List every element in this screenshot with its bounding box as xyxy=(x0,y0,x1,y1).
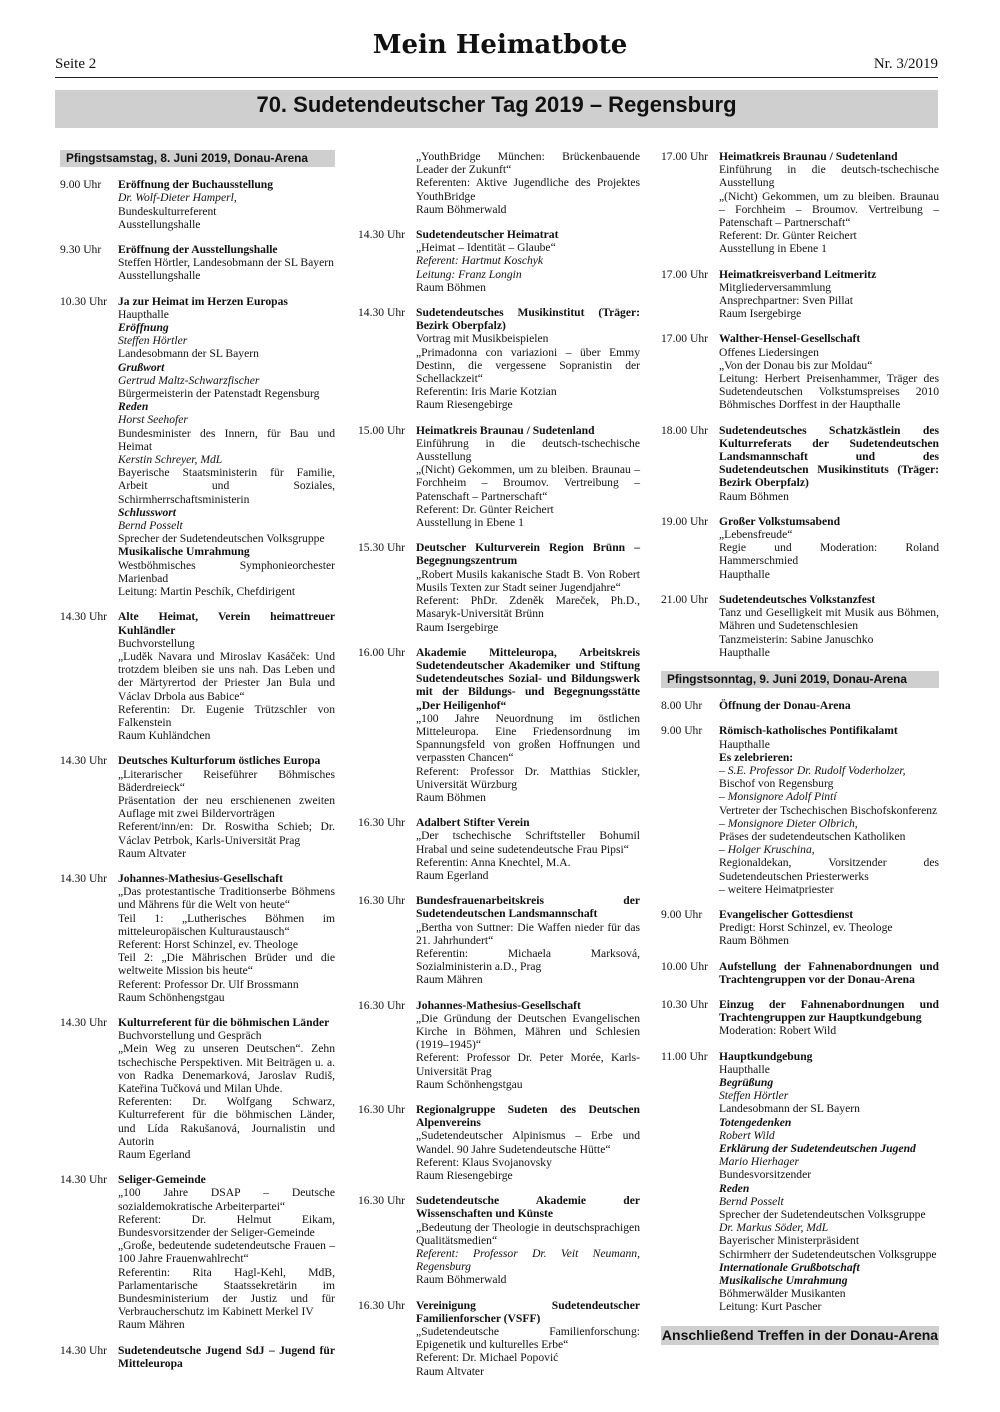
entry-time: 16.30 Uhr xyxy=(358,1298,406,1312)
title-banner xyxy=(55,90,938,128)
entry-time: 9.00 Uhr xyxy=(661,907,703,921)
entry-line: Haupthalle xyxy=(118,307,169,321)
entry-title: Sudetendeutsches Volkstanzfest xyxy=(719,592,876,606)
entry-title: Regionalgruppe Sudeten des Deutschen Alpenvereins xyxy=(416,1103,640,1130)
program-entry xyxy=(661,515,939,581)
entry-line: Leitung: Martin Peschík, Chefdirigent xyxy=(118,585,296,599)
entry-details xyxy=(719,332,939,411)
program-entry xyxy=(60,1016,335,1161)
entry-line: Bayerischer Ministerpräsident xyxy=(719,1234,860,1248)
entry-time: 10.30 Uhr xyxy=(60,294,108,308)
entry-line: Reden xyxy=(118,400,149,414)
entry-line: Böhmerwälder Musikanten xyxy=(719,1287,846,1301)
entry-line: Landesobmann der SL Bayern xyxy=(118,347,259,361)
entry-line: Steffen Hörtler, Landesobmann der SL Bayern xyxy=(118,256,334,270)
entry-line: Raum Böhmen xyxy=(416,790,486,804)
program-entry xyxy=(358,894,640,986)
entry-time: 14.30 Uhr xyxy=(60,1343,108,1357)
entry-line: „Das protestantische Traditionserbe Böhmens und Mährens für die Welt von heute“ xyxy=(118,885,335,912)
entry-title: Johannes-Mathesius-Gesellschaft xyxy=(416,998,581,1012)
entry-line: – weitere Heimatpriester xyxy=(719,882,834,896)
program-entry xyxy=(60,295,335,599)
entry-line: „Primadonna con variazioni – über Emmy Destinn, die vergessene Sopranistin der Schellackzeit“ xyxy=(416,345,640,386)
entry-line: Leitung: Franz Longin xyxy=(416,267,522,281)
entry-details xyxy=(416,894,640,986)
entry-line: „Luděk Navara und Miroslav Kasáček: Und trotzdem bleiben sie uns nah. Das Leben und der Märtyrertod der Priester Jan Bula und Václav Drbola aus Babice“ xyxy=(118,649,335,703)
entry-line: Raum Böhmen xyxy=(719,489,789,503)
entry-line: Bundeskulturreferent xyxy=(118,204,217,218)
entry-line: Raum Riesengebirge xyxy=(416,398,513,412)
entry-line: Referent: Dr. Günter Reichert xyxy=(416,502,554,516)
program-entry xyxy=(358,1103,640,1182)
entry-line: Schlusswort xyxy=(118,505,176,519)
entry-line: Es zelebrieren: xyxy=(719,750,794,764)
entry-time: 14.30 Uhr xyxy=(60,754,108,768)
entry-title: Sudetendeutsche Jugend SdJ – Jugend für Mitteleuropa xyxy=(118,1343,335,1370)
program-entry xyxy=(661,332,939,411)
entry-line: Ausstellungshalle xyxy=(118,217,201,231)
entry-line: Regie und Moderation: Roland Hammerschmied xyxy=(719,541,939,568)
entry-details xyxy=(719,960,939,986)
entry-title: Öffnung der Donau-Arena xyxy=(719,699,851,713)
entry-title: Vereinigung Sudetendeutscher Familienforscher (VSFF) xyxy=(416,1298,640,1325)
entry-line: Referent: Professor Dr. Peter Morée, Karls-Universität Prag xyxy=(416,1051,640,1078)
entry-details xyxy=(416,150,640,216)
entry-line: Haupthalle xyxy=(719,1062,770,1076)
entry-line: „Die Gründung der Deutschen Evangelischen Kirche in Böhmen, Mähren und Schlesien (1919–1945)“ xyxy=(416,1011,640,1052)
program-entry xyxy=(60,610,335,742)
entry-line: Referent: Professor Dr. Matthias Stickler, Universität Würzburg xyxy=(416,764,640,791)
entry-line: Raum Böhmerwald xyxy=(416,202,507,216)
entry-time: 14.30 Uhr xyxy=(358,228,406,242)
entry-time: 16.30 Uhr xyxy=(358,1103,406,1116)
entry-line: Raum Riesengebirge xyxy=(416,1169,513,1183)
entry-line: Referent: PhDr. Zdeněk Mareček, Ph.D., Masaryk-Universität Brünn xyxy=(416,594,640,621)
entry-details xyxy=(118,1173,335,1331)
entry-title: Ja zur Heimat im Herzen Europas xyxy=(118,294,288,308)
entry-title: Sudetendeutsche Akademie der Wissenschaften und Künste xyxy=(416,1194,640,1221)
entry-line: „Große, bedeutende sudetendeutsche Frauen – 100 Jahre Frauenwahlrecht“ xyxy=(118,1239,335,1266)
entry-line: „Robert Musils kakanische Stadt B. Von Robert Musils Texten zur Stadt seiner Jugendjahre“ xyxy=(416,567,640,594)
entry-details xyxy=(118,243,335,283)
entry-line: Referentin: Dr. Eugenie Trützschler von Falkenstein xyxy=(118,702,335,729)
entry-line: Sprecher der Sudetendeutschen Volksgruppe xyxy=(118,532,325,546)
program-entry xyxy=(661,960,939,986)
program-entry xyxy=(358,228,640,294)
entry-line: Raum Böhmen xyxy=(719,934,789,948)
entry-line: Haupthalle xyxy=(719,645,770,659)
program-entry xyxy=(60,754,335,860)
program-entry xyxy=(661,150,939,256)
entry-title: Johannes-Mathesius-Gesellschaft xyxy=(118,871,283,885)
entry-time: 9.30 Uhr xyxy=(60,243,102,257)
entry-line: Grußwort xyxy=(118,360,165,374)
entry-title: Deutsches Kulturforum östliches Europa xyxy=(118,754,321,768)
entry-line: Raum Egerland xyxy=(416,868,489,882)
program-entry xyxy=(661,908,939,948)
entry-line: Robert Wild xyxy=(719,1128,775,1142)
entry-line: Mario Hierhager xyxy=(719,1155,799,1169)
entry-title: Sudetendeutsches Musikinstitut (Träger: Bezirk Oberpfalz) xyxy=(416,306,640,333)
entry-line: Teil 1: „Lutherisches Böhmen im mitteleuropäischen Kulturaustausch“ xyxy=(118,911,335,938)
entry-line: Dr. Markus Söder, MdL xyxy=(719,1221,829,1235)
header-rule xyxy=(55,77,938,78)
entry-line: Referenten: Dr. Wolfgang Schwarz, Kulturreferent für die böhmischen Länder, und Lída Rakušanová, Journalistin und Autorin xyxy=(118,1095,335,1148)
entry-details xyxy=(416,816,640,882)
entry-line: „YouthBridge München: Brückenbauende Leader der Zukunft“ xyxy=(416,150,640,177)
entry-line: – Monsignore Adolf Pintí xyxy=(719,790,837,804)
entry-line: Präses der sudetendeutschen Katholiken xyxy=(719,829,906,843)
entry-details xyxy=(416,1299,640,1378)
entry-title: Seliger-Gemeinde xyxy=(118,1173,206,1187)
entry-details xyxy=(416,646,640,804)
entry-line: Raum Mähren xyxy=(416,973,483,987)
entry-details xyxy=(118,872,335,1004)
program-entry xyxy=(661,699,939,712)
entry-details xyxy=(719,699,939,712)
entry-title: Römisch-katholisches Pontifikalamt xyxy=(719,724,898,738)
program-entry xyxy=(358,816,640,882)
entry-line: Ansprechpartner: Sven Pillat xyxy=(719,294,853,308)
column-2 xyxy=(358,150,640,1390)
entry-line: Einführung in die deutsch-tschechische Ausstellung xyxy=(719,163,939,190)
entry-details xyxy=(719,268,939,321)
entry-line: Bürgermeisterin der Patenstadt Regensburg xyxy=(118,387,320,401)
entry-time: 16.30 Uhr xyxy=(358,1194,406,1208)
entry-details xyxy=(719,593,939,659)
entry-line: Sprecher der Sudetendeutschen Volksgruppe xyxy=(719,1208,926,1222)
entry-line: Referent: Horst Schinzel, ev. Theologe xyxy=(118,937,298,951)
entry-details xyxy=(118,178,335,231)
entry-line: „(Nicht) Gekommen, um zu bleiben. Braunau – Forchheim – Broumov. Vertreibung – Patenschaft – Partnerschaft“ xyxy=(719,189,939,230)
entry-details xyxy=(118,1344,335,1370)
entry-line: Totengedenken xyxy=(719,1115,792,1129)
program-entry xyxy=(661,1050,939,1314)
entry-time: 16.30 Uhr xyxy=(358,816,406,830)
entry-details xyxy=(719,515,939,581)
entry-time: 14.30 Uhr xyxy=(358,306,406,320)
entry-line: Leitung: Herbert Preisenhammer, Träger des Sudetendeutschen Volkstumspreises 2010 Böhmisches Dorffest in der Haupthalle xyxy=(719,372,939,412)
program-entry xyxy=(358,999,640,1091)
entry-line: Regionaldekan, Vorsitzender des Sudetendeutschen Priesterwerks xyxy=(719,856,939,883)
entry-line: Musikalische Umrahmung xyxy=(719,1274,848,1288)
entry-details xyxy=(118,754,335,860)
entry-line: Raum Altvater xyxy=(118,846,186,860)
entry-time: 17.00 Uhr xyxy=(661,267,709,281)
entry-line: „Sudetendeutsche Familienforschung: Epigenetik und kulturelles Erbe“ xyxy=(416,1325,640,1352)
entry-line: Raum Isergebirge xyxy=(719,307,802,321)
entry-line: Tanzmeisterin: Sabine Januschko xyxy=(719,632,874,646)
entry-line: Raum Altvater xyxy=(416,1364,484,1378)
entry-line: Haupthalle xyxy=(719,567,770,581)
program-entry xyxy=(60,243,335,283)
column-3 xyxy=(661,150,939,1345)
entry-details xyxy=(118,295,335,599)
entry-line: „Mein Weg zu unseren Deutschen“. Zehn tschechische Perspektiven. Mit Beiträgen u. a. von Radka Denemarková, Jaroslav Rudiš, Kateřina Tučková und Milan Uhde. xyxy=(118,1042,335,1095)
entry-line: „Bertha von Suttner: Die Waffen nieder für das 21. Jahrhundert“ xyxy=(416,920,640,947)
entry-line: Buchvorstellung und Gespräch xyxy=(118,1029,262,1043)
entry-line: Reden xyxy=(719,1181,750,1195)
program-entry xyxy=(358,541,640,633)
entry-title: Hauptkundgebung xyxy=(719,1049,813,1063)
entry-details xyxy=(416,1103,640,1182)
entry-line: Raum Böhmerwald xyxy=(416,1273,507,1287)
entry-line: Predigt: Horst Schinzel, ev. Theologe xyxy=(719,921,893,935)
entry-time: 16.30 Uhr xyxy=(358,894,406,908)
program-entry xyxy=(60,178,335,231)
entry-time: 14.30 Uhr xyxy=(60,610,108,624)
entry-time: 8.00 Uhr xyxy=(661,699,703,713)
entry-line: Erklärung der Sudetendeutschen Jugend xyxy=(719,1142,916,1155)
entry-line: Bayerische Staatsministerin für Familie, Arbeit und Soziales, Schirmherrschaftsministerin xyxy=(118,466,335,506)
entry-time: 10.30 Uhr xyxy=(661,997,709,1011)
entry-time: 17.00 Uhr xyxy=(661,332,709,346)
entry-line: Referent: Professor Dr. Veit Neumann, Regensburg xyxy=(416,1247,640,1274)
entry-title: Adalbert Stifter Verein xyxy=(416,816,530,830)
entry-details xyxy=(416,1194,640,1286)
entry-details xyxy=(118,1016,335,1161)
program-entry xyxy=(661,998,939,1038)
entry-time: 16.00 Uhr xyxy=(358,645,406,659)
entry-time: 11.00 Uhr xyxy=(661,1049,708,1063)
entry-line: Ausstellung in Ebene 1 xyxy=(719,242,827,256)
entry-line: „Heimat – Identität – Glaube“ xyxy=(416,241,556,255)
entry-line: „Von der Donau bis zur Moldau“ xyxy=(719,358,873,372)
masthead-logo: Mein Heimatbote xyxy=(372,30,628,60)
entry-details xyxy=(719,908,939,948)
entry-time: 17.00 Uhr xyxy=(661,150,709,163)
entry-time: 19.00 Uhr xyxy=(661,514,709,528)
entry-time: 15.30 Uhr xyxy=(358,541,406,555)
day-heading: Pfingstsamstag, 8. Juni 2019, Donau-Arena xyxy=(60,150,335,167)
entry-line: Bundesvorsitzender xyxy=(719,1168,812,1182)
entry-line: Referent: Dr. Helmut Eikam, Bundesvorsitzender der Seliger-Gemeinde xyxy=(118,1212,335,1240)
entry-title: Eröffnung der Ausstellungshalle xyxy=(118,243,278,257)
entry-line: „Literarischer Reiseführer Böhmisches Bäderdreieck“ xyxy=(118,767,335,794)
entry-line: Raum Egerland xyxy=(118,1148,191,1162)
entry-time: 9.00 Uhr xyxy=(661,724,703,738)
entry-line: Referent: Dr. Günter Reichert xyxy=(719,229,857,243)
entry-details xyxy=(416,541,640,633)
entry-line: Eröffnung xyxy=(118,321,169,335)
entry-time: 14.30 Uhr xyxy=(60,1015,108,1029)
entry-title: Alte Heimat, Verein heimattreuer Kuhländler xyxy=(118,610,335,637)
entry-line: Buchvorstellung xyxy=(118,636,195,650)
entry-line: Referent/inn/en: Dr. Roswitha Schieb; Dr. Václav Petrbok, Karls-Universität Prag xyxy=(118,820,335,847)
entry-title: Evangelischer Gottesdienst xyxy=(719,907,854,921)
entry-line: Referent: Hartmut Koschyk xyxy=(416,254,544,268)
entry-title: Eröffnung der Buchausstellung xyxy=(118,178,274,192)
page-title: 70. Sudetendeutscher Tag 2019 – Regensburg xyxy=(256,92,737,117)
entry-line: Ausstellung in Ebene 1 xyxy=(416,516,524,530)
entry-title: Heimatkreisverband Leitmeritz xyxy=(719,267,877,281)
entry-line: – Holger Kruschina, xyxy=(719,843,815,857)
entry-line: Raum Böhmen xyxy=(416,280,486,294)
entry-details xyxy=(416,424,640,530)
entry-time: 10.00 Uhr xyxy=(661,959,709,973)
entry-line: Tanz und Geselligkeit mit Musik aus Böhmen, Mähren und Sudetenschlesien xyxy=(719,606,939,633)
entry-title: Deutscher Kulturverein Region Brünn – Begegnungszentrum xyxy=(416,541,640,568)
program-entry xyxy=(358,306,640,412)
page-number: Seite 2 xyxy=(55,56,97,72)
entry-details xyxy=(719,150,939,256)
entry-line: Internationale Grußbotschaft xyxy=(719,1260,860,1274)
entry-title: Großer Volkstumsabend xyxy=(719,514,841,528)
program-entry xyxy=(661,724,939,896)
entry-title: Aufstellung der Fahnenabordnungen und Trachtengruppen vor der Donau-Arena xyxy=(719,959,939,986)
entry-line: „(Nicht) Gekommen, um zu bleiben. Braunau – Forchheim – Broumov. Vertreibung – Patenschaft – Partnerschaft“ xyxy=(416,463,640,503)
issue-number: Nr. 3/2019 xyxy=(873,56,938,72)
entry-line: „100 Jahre DSAP – Deutsche sozialdemokratische Arbeiterpartei“ xyxy=(118,1186,335,1213)
day-heading: Pfingstsonntag, 9. Juni 2019, Donau-Arena xyxy=(661,671,939,688)
entry-line: Vortrag mit Musikbeispielen xyxy=(416,332,549,346)
entry-line: Referent: Klaus Svojanovsky xyxy=(416,1155,552,1169)
program-entry xyxy=(358,150,640,216)
entry-title: Akademie Mitteleuropa, Arbeitskreis Sudetendeutscher Akademiker und Stiftung Sudetendeutsches Sozial- und Bildungswerk mit der Bildungs- und Begegnungsstätte „Der Heiligenhof“ xyxy=(416,645,640,712)
entry-title: Walther-Hensel-Gesellschaft xyxy=(719,332,861,346)
entry-time: 15.00 Uhr xyxy=(358,423,406,437)
entry-line: Raum Kuhländchen xyxy=(118,729,211,743)
entry-line: Vertreter der Tschechischen Bischofskonferenz xyxy=(719,803,938,817)
entry-line: Raum Schönhengstgau xyxy=(118,990,225,1004)
entry-line: Bundesminister des Innern, für Bau und Heimat xyxy=(118,426,335,453)
entry-line: Mitgliederversammlung xyxy=(719,280,832,294)
entry-line: Musikalische Umrahmung xyxy=(118,545,250,559)
program-entry xyxy=(358,1194,640,1286)
entry-details xyxy=(416,999,640,1091)
entry-title: Einzug der Fahnenabordnungen und Trachtengruppen zur Hauptkundgebung xyxy=(719,997,939,1025)
entry-line: Haupthalle xyxy=(719,737,770,751)
entry-details xyxy=(416,306,640,412)
entry-line: „100 Jahre Neuordnung im östlichen Mitteleuropa. Eine Friedensordnung im Spannungsfeld von großen Hoffnungen und verpassten Chancen“ xyxy=(416,711,640,765)
entry-line: Raum Schönhengstgau xyxy=(416,1077,523,1091)
entry-line: Offenes Liedersingen xyxy=(719,345,819,359)
entry-line: Ausstellungshalle xyxy=(118,269,201,283)
entry-line: Dr. Wolf-Dieter Hamperl, xyxy=(118,191,237,205)
entry-time: 14.30 Uhr xyxy=(60,871,108,885)
entry-time: 14.30 Uhr xyxy=(60,1173,108,1187)
program-entry xyxy=(358,424,640,530)
entry-line: „Sudetendeutscher Alpinismus – Erbe und Wandel. 90 Jahre Sudetendeutsche Hütte“ xyxy=(416,1129,640,1156)
entry-line: „Der tschechische Schriftsteller Bohumil Hrabal und seine sudetendeutsche Frau Pipsi“ xyxy=(416,829,640,856)
entry-line: Referent: Professor Dr. Ulf Brossmann xyxy=(118,977,299,991)
program-entry xyxy=(60,1173,335,1331)
entry-line: Gertrud Maltz-Schwarzfischer xyxy=(118,373,260,387)
entry-line: Einführung in die deutsch-tschechische Ausstellung xyxy=(416,436,640,464)
entry-time: 16.30 Uhr xyxy=(358,998,406,1012)
entry-line: – Monsignore Dieter Olbrich, xyxy=(719,816,858,830)
entry-line: Horst Seehofer xyxy=(118,413,188,427)
entry-line: Referentin: Michaela Marksová, Sozialministerin a.D., Prag xyxy=(416,946,640,974)
column-1 xyxy=(60,150,335,1382)
closing-banner: Anschließend Treffen in der Donau-Arena xyxy=(661,1326,939,1345)
entry-line: – S.E. Professor Dr. Rudolf Voderholzer, xyxy=(719,763,906,777)
entry-details xyxy=(719,1050,939,1314)
entry-line: „Lebensfreude“ xyxy=(719,528,793,542)
entry-title: Heimatkreis Braunau / Sudetenland xyxy=(416,423,595,437)
entry-line: Steffen Hörtler xyxy=(719,1089,789,1103)
program-entry xyxy=(358,1299,640,1378)
entry-line: Raum Mähren xyxy=(118,1318,185,1332)
program-entry xyxy=(60,1344,335,1370)
entry-line: Referenten: Aktive Jugendliche des Projektes YouthBridge xyxy=(416,176,640,203)
entry-title: Kulturreferent für die böhmischen Länder xyxy=(118,1015,330,1029)
entry-title: Heimatkreis Braunau / Sudetenland xyxy=(719,150,898,163)
entry-line: Bernd Posselt xyxy=(719,1194,784,1208)
entry-line: Raum Isergebirge xyxy=(416,620,499,634)
entry-line: Teil 2: „Die Mährischen Brüder und die weltweite Mission bis heute“ xyxy=(118,951,335,978)
entry-line: Bernd Posselt xyxy=(118,519,183,533)
entry-line: Präsentation der neu erschienenen zweiten Auflage mit zwei Bildervorträgen xyxy=(118,793,335,821)
entry-line: Kerstin Schreyer, MdL xyxy=(118,453,223,467)
program-entry xyxy=(60,872,335,1004)
program-entry xyxy=(661,593,939,659)
entry-line: Referentin: Rita Hagl-Kehl, MdB, Parlamentarische Staatssekretärin im Bundesministerium der Justiz und für Verbraucherschutz im Kabinett Merkel IV xyxy=(118,1265,335,1319)
entry-line: Schirmherr der Sudetendeutschen Volksgruppe xyxy=(719,1247,937,1261)
entry-time: 21.00 Uhr xyxy=(661,592,709,606)
entry-time: 18.00 Uhr xyxy=(661,423,709,437)
entry-title: Sudetendeutsches Schatzkästlein des Kulturreferats der Sudetendeutschen Landsmannschaft und des Sudetendeutschen Musikinstituts (Träger: Bezirk Oberpfalz) xyxy=(719,423,939,490)
entry-details xyxy=(719,998,939,1038)
entry-details xyxy=(416,228,640,294)
entry-details xyxy=(118,610,335,742)
entry-line: Begrüßung xyxy=(719,1075,774,1089)
entry-time xyxy=(358,150,416,216)
entry-line: Bischof von Regensburg xyxy=(719,777,834,791)
entry-line: Moderation: Robert Wild xyxy=(719,1024,837,1038)
entry-details xyxy=(719,724,939,896)
entry-line: „Bedeutung der Theologie in deutschsprachigen Qualitätsmedien“ xyxy=(416,1220,640,1247)
entry-line: Leitung: Kurt Pascher xyxy=(719,1300,822,1314)
entry-line: Referent: Dr. Michael Popović xyxy=(416,1351,559,1365)
program-entry xyxy=(661,268,939,321)
entry-details xyxy=(719,424,939,503)
entry-title: Bundesfrauenarbeitskreis der Sudetendeutschen Landsmannschaft xyxy=(416,894,640,921)
entry-line: Referentin: Anna Knechtel, M.A. xyxy=(416,855,571,869)
entry-line: Landesobmann der SL Bayern xyxy=(719,1102,860,1116)
entry-title: Sudetendeutscher Heimatrat xyxy=(416,228,559,242)
program-entry xyxy=(358,646,640,804)
entry-time: 9.00 Uhr xyxy=(60,178,102,192)
entry-line: Steffen Hörtler xyxy=(118,334,188,348)
entry-line: Westböhmisches Symphonieorchester Marienbad xyxy=(118,558,335,585)
entry-line: Referentin: Iris Marie Kotzian xyxy=(416,385,557,399)
program-entry xyxy=(661,424,939,503)
